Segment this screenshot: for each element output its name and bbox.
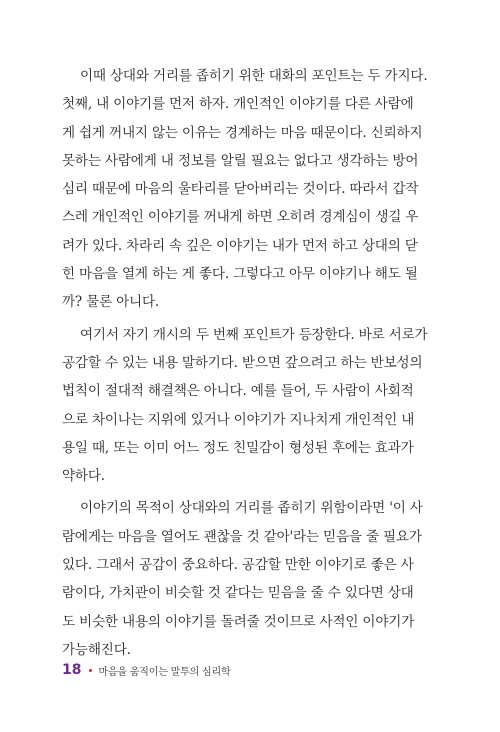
text-line: 가능해진다. [62, 641, 131, 658]
text-line: 용일 때, 또는 이미 어느 정도 친밀감이 형성된 후에는 효과가 [62, 439, 414, 456]
running-title: 마음을 움직이는 말투의 심리학 [98, 666, 231, 678]
text-line: 람이다, 가치관이 비슷할 것 같다는 믿음을 줄 수 있다면 상대 [62, 585, 414, 602]
text-line: 법칙이 절대적 해결책은 아니다. 예를 들어, 두 사람이 사회적 [62, 383, 414, 400]
text-line: 람에게는 마음을 열어도 괜찮을 것 같아'라는 믿음을 줄 필요가 [62, 528, 422, 545]
text-line: 게 쉽게 꺼내지 않는 이유는 경계하는 마음 때문이다. 신뢰하지 [62, 124, 423, 141]
text-line: 려가 있다. 차라리 속 깊은 이야기는 내가 먼저 하고 상대의 닫 [62, 237, 418, 254]
text-line: 심리 때문에 마음의 울타리를 닫아버리는 것이다. 따라서 갑작 [62, 181, 419, 198]
paragraph-2 [62, 321, 440, 491]
text-line: 이야기의 목적이 상대와의 거리를 좁히기 위함이라면 '이 사 [80, 500, 423, 517]
text-line: 여기서 자기 개시의 두 번째 포인트가 등장한다. 바로 서로가 [80, 326, 428, 343]
text-line: 공감할 수 있는 내용 말하기다. 받으면 갚으려고 하는 반보성의 [62, 354, 423, 371]
text-line: 으로 차이나는 지위에 있거나 이야기가 지나치게 개인적인 내 [62, 411, 415, 428]
body-text [62, 62, 440, 664]
separator-dot-icon [89, 669, 92, 672]
paragraph-1 [62, 62, 440, 317]
page-number: 18 [62, 662, 82, 678]
text-line: 있다. 그래서 공감이 중요하다. 공감할 만한 이야기로 좋은 사 [62, 557, 414, 574]
text-line: 이때 상대와 거리를 좁히기 위한 대화의 포인트는 두 가지다. [80, 68, 428, 84]
text-line: 첫째, 내 이야기를 먼저 하자. 개인적인 이야기를 다른 사람에 [62, 96, 414, 113]
text-line: 못하는 사람에게 내 정보를 알릴 필요는 없다고 생각하는 방어 [62, 152, 419, 169]
text-line: 까? 물론 아니다. [62, 294, 160, 311]
paragraph-3 [62, 494, 440, 664]
text-line: 도 비슷한 내용의 이야기를 돌려줄 것이므로 사적인 이야기가 [62, 613, 415, 630]
text-line: 스레 개인적인 이야기를 꺼내게 하면 오히려 경계심이 생길 우 [62, 209, 419, 226]
page-footer [62, 660, 230, 680]
text-line: 약하다. [62, 468, 105, 485]
text-line: 힌 마음을 열게 하는 게 좋다. 그렇다고 아무 이야기나 해도 될 [62, 266, 418, 283]
